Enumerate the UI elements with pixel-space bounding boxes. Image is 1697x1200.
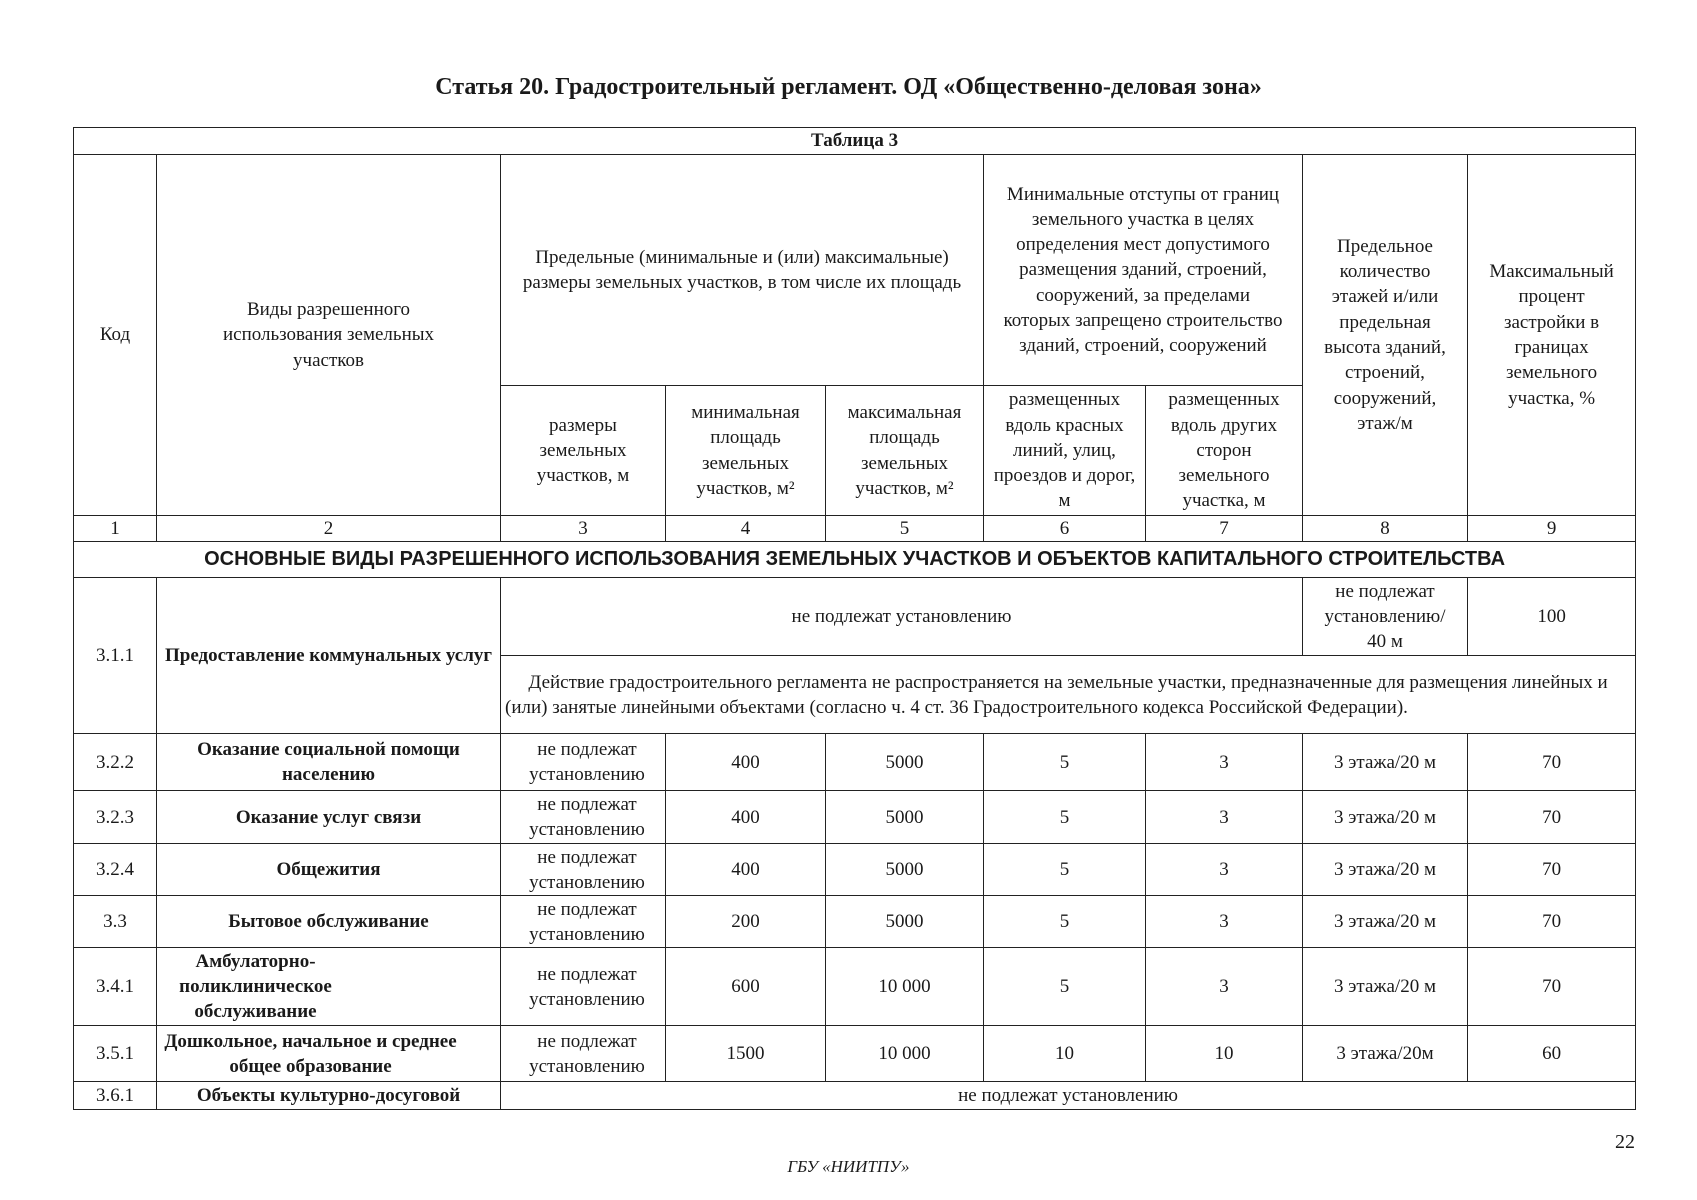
header-sizes: размеры земельных участков, м bbox=[501, 386, 666, 516]
row-floors: 3 этажа/20м bbox=[1303, 1026, 1468, 1082]
section-title: ОСНОВНЫЕ ВИДЫ РАЗРЕШЕННОГО ИСПОЛЬЗОВАНИЯ ЗЕМЕЛЬНЫХ УЧАСТКОВ И ОБЪЕКТОВ КАПИТАЛЬНОГО СТРОИТЕЛЬСТВА bbox=[74, 542, 1636, 578]
row-coverage: 70 bbox=[1468, 896, 1636, 948]
row-coverage: 70 bbox=[1468, 791, 1636, 844]
row-coverage: 70 bbox=[1468, 734, 1636, 791]
row-size: не подлежат установлению bbox=[501, 791, 666, 844]
row-code: 3.2.2 bbox=[74, 734, 157, 791]
page-title: Статья 20. Градостроительный регламент. ОД «Общественно-деловая зона» bbox=[435, 74, 1262, 100]
row-floors: 3 этажа/20 м bbox=[1303, 896, 1468, 948]
row-setback-red: 5 bbox=[984, 844, 1146, 896]
row-floors: 3 этажа/20 м bbox=[1303, 791, 1468, 844]
page-number: 22 bbox=[1615, 1131, 1635, 1153]
col-number: 1 bbox=[74, 516, 157, 542]
row-coverage: 60 bbox=[1468, 1026, 1636, 1082]
regulation-note: Действие градостроительного регламента не распространяется на земельные участки, предназначенные для размещения линейных и (или) занятые линейными объектами (согласно ч. 4 ст. 36 Градостроительного кодекса Российской Федерации). bbox=[501, 656, 1636, 734]
row-max-area: 5000 bbox=[826, 734, 984, 791]
header-setback-other: размещенных вдоль других сторон земельного участка, м bbox=[1146, 386, 1303, 516]
row-coverage: 100 bbox=[1468, 578, 1636, 656]
row-size: не подлежат установлению bbox=[501, 734, 666, 791]
row-setback-red: 5 bbox=[984, 948, 1146, 1026]
col-number: 2 bbox=[157, 516, 501, 542]
row-setback-other: 10 bbox=[1146, 1026, 1303, 1082]
col-number: 8 bbox=[1303, 516, 1468, 542]
row-max-area: 5000 bbox=[826, 896, 984, 948]
header-sizes-group: Предельные (минимальные и (или) максимальные) размеры земельных участков, в том числе их площадь bbox=[501, 155, 984, 386]
row-setback-other: 3 bbox=[1146, 896, 1303, 948]
row-code: 3.1.1 bbox=[74, 578, 157, 734]
row-setback-other: 3 bbox=[1146, 844, 1303, 896]
row-floors: не подлежат установлению/ 40 м bbox=[1303, 578, 1468, 656]
table-number: Таблица 3 bbox=[74, 128, 1636, 155]
row-min-area: 200 bbox=[666, 896, 826, 948]
row-setback-other: 3 bbox=[1146, 791, 1303, 844]
row-size: не подлежат установлению bbox=[501, 844, 666, 896]
row-min-area: 600 bbox=[666, 948, 826, 1026]
row-code: 3.2.3 bbox=[74, 791, 157, 844]
header-setbacks-group: Минимальные отступы от границ земельного участка в целях определения мест допустимого размещения зданий, строений, сооружений, за пределами которых запрещено строительство зданий, строений, сооружений bbox=[984, 155, 1303, 386]
row-code: 3.5.1 bbox=[74, 1026, 157, 1082]
header-uses: Виды разрешенного использования земельных участков bbox=[157, 155, 501, 516]
row-setback-red: 5 bbox=[984, 734, 1146, 791]
row-coverage: 70 bbox=[1468, 844, 1636, 896]
row-min-area: 400 bbox=[666, 791, 826, 844]
col-number: 7 bbox=[1146, 516, 1303, 542]
row-size: не подлежат установлению bbox=[501, 1026, 666, 1082]
col-number: 9 bbox=[1468, 516, 1636, 542]
footer-organization: ГБУ «НИИТПУ» bbox=[787, 1157, 910, 1176]
row-min-area: 400 bbox=[666, 844, 826, 896]
regulation-table bbox=[73, 127, 1636, 1110]
header-floors: Предельное количество этажей и/или предельная высота зданий, строений, сооружений, этаж/м bbox=[1303, 155, 1468, 516]
row-name: Оказание социальной помощи населению bbox=[157, 734, 501, 791]
row-coverage: 70 bbox=[1468, 948, 1636, 1026]
row-name: Предоставление коммунальных услуг bbox=[157, 578, 501, 734]
row-min-area: 1500 bbox=[666, 1026, 826, 1082]
row-name: Общежития bbox=[157, 844, 501, 896]
header-min-area: минимальная площадь земельных участков, м² bbox=[666, 386, 826, 516]
row-floors: 3 этажа/20 м bbox=[1303, 948, 1468, 1026]
merged-value: не подлежат установлению bbox=[501, 578, 1303, 656]
row-floors: 3 этажа/20 м bbox=[1303, 844, 1468, 896]
row-setback-red: 5 bbox=[984, 791, 1146, 844]
row-code: 3.4.1 bbox=[74, 948, 157, 1026]
row-setback-other: 3 bbox=[1146, 734, 1303, 791]
row-name: Бытовое обслуживание bbox=[157, 896, 501, 948]
row-name: Амбулаторно-поликлиническое обслуживание bbox=[157, 948, 501, 1026]
row-name: Оказание услуг связи bbox=[157, 791, 501, 844]
col-number: 3 bbox=[501, 516, 666, 542]
row-setback-red: 5 bbox=[984, 896, 1146, 948]
row-size: не подлежат установлению bbox=[501, 948, 666, 1026]
row-name: Дошкольное, начальное и среднее общее образование bbox=[157, 1026, 501, 1082]
col-number: 5 bbox=[826, 516, 984, 542]
header-code: Код bbox=[74, 155, 157, 516]
header-setback-red: размещенных вдоль красных линий, улиц, проездов и дорог, м bbox=[984, 386, 1146, 516]
row-max-area: 10 000 bbox=[826, 1026, 984, 1082]
col-number: 6 bbox=[984, 516, 1146, 542]
row-code: 3.3 bbox=[74, 896, 157, 948]
row-code: 3.2.4 bbox=[74, 844, 157, 896]
row-min-area: 400 bbox=[666, 734, 826, 791]
row-max-area: 5000 bbox=[826, 791, 984, 844]
row-setback-red: 10 bbox=[984, 1026, 1146, 1082]
row-floors: 3 этажа/20 м bbox=[1303, 734, 1468, 791]
col-number: 4 bbox=[666, 516, 826, 542]
header-coverage: Максимальный процент застройки в границах земельного участка, % bbox=[1468, 155, 1636, 516]
row-max-area: 10 000 bbox=[826, 948, 984, 1026]
merged-value: не подлежат установлению bbox=[501, 1082, 1636, 1110]
row-code: 3.6.1 bbox=[74, 1082, 157, 1110]
row-size: не подлежат установлению bbox=[501, 896, 666, 948]
row-max-area: 5000 bbox=[826, 844, 984, 896]
row-setback-other: 3 bbox=[1146, 948, 1303, 1026]
header-max-area: максимальная площадь земельных участков, м² bbox=[826, 386, 984, 516]
row-name: Объекты культурно-досуговой bbox=[157, 1082, 501, 1110]
